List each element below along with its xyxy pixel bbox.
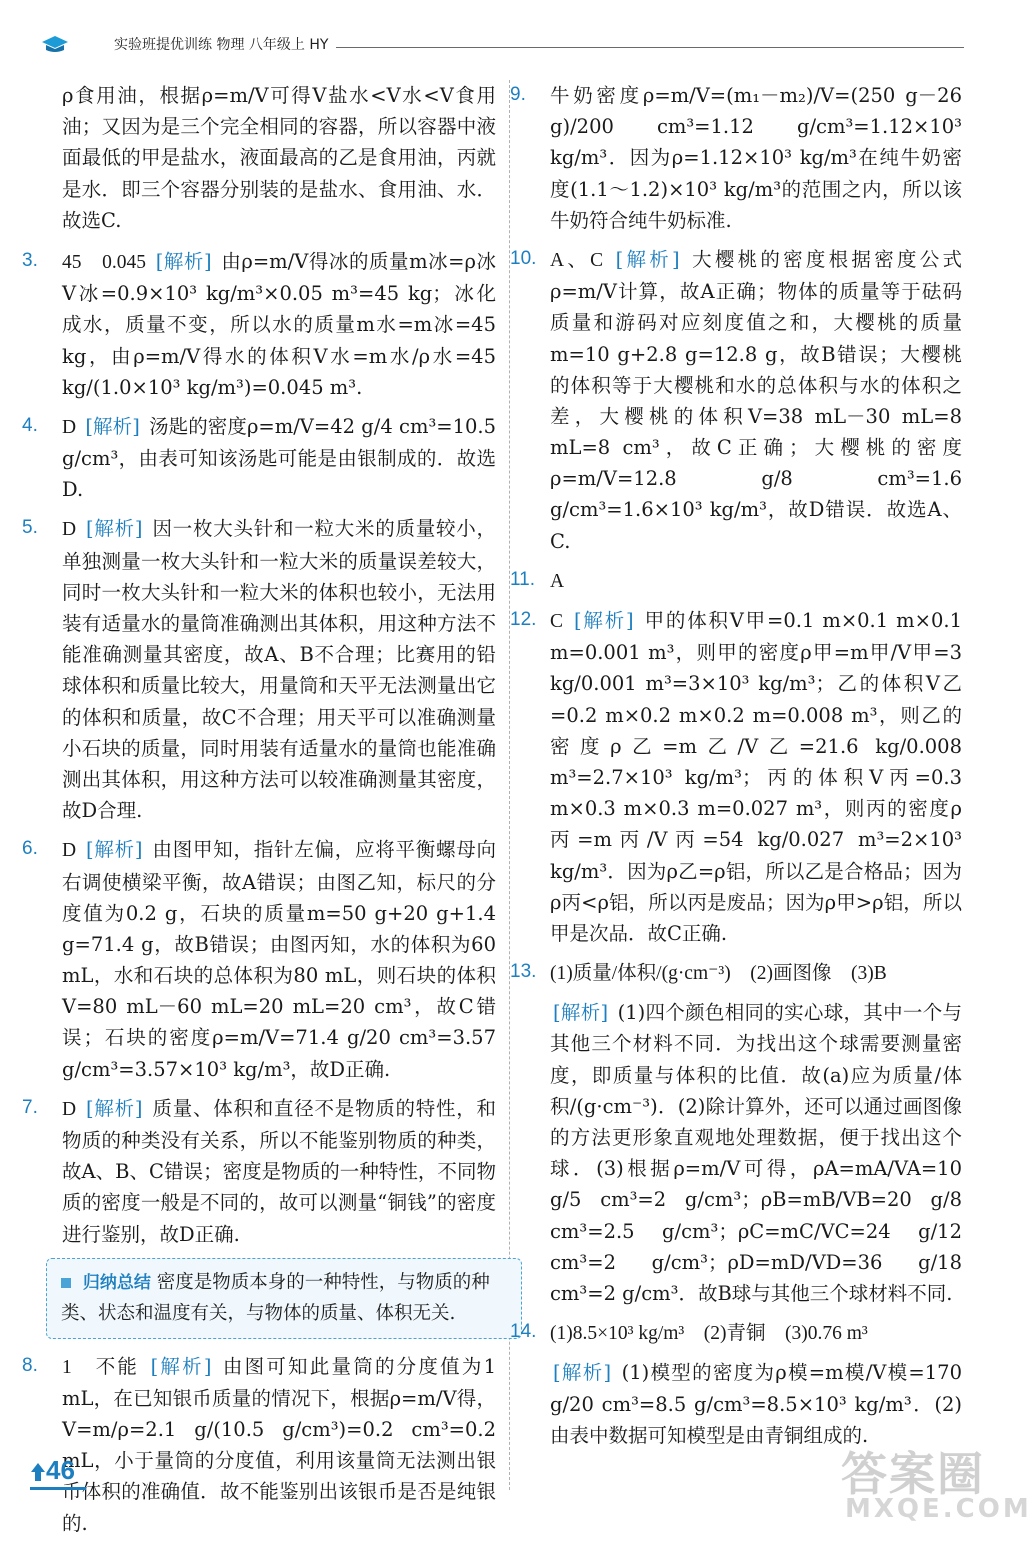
- answer-explanation: (1)四个颜色相同的实心球，其中一个与其他三个材料不同．为找出这个球需要测量密度，即质量与体积的比值．故(a)应为质量/体积/(g·cm⁻³)．(2)除计算外，还可以通过画图像的方法更形象直观地处理数据，便于找出这个球．(3)根据ρ=m/V可得，ρA=mA/VA=10 g/5 cm³=2 g/cm³；ρB=mB/VB=20 g/8 cm³=2.5 g/cm³；ρC=mC/VC=24 g/12 cm³=2 g/cm³；ρD=mD/VD=36 g/18 cm³=2 g/cm³．故B球与其他三个球材料不同.: [550, 1001, 962, 1305]
- question-number: 12.: [510, 609, 537, 630]
- analysis-tag: [解析]: [574, 609, 634, 632]
- answer-value: D: [62, 840, 77, 862]
- answer-value: A、C: [550, 249, 604, 271]
- question-number: 6.: [22, 838, 38, 860]
- analysis-tag: [解析]: [85, 414, 140, 438]
- analysis-tag: [解析]: [615, 247, 680, 271]
- summary-text: 密度是物质本身的一种特性，与物质的种类、状态和温度有关，与物体的质量、体积无关.: [61, 1271, 490, 1325]
- summary-bullet-icon: [61, 1278, 71, 1288]
- answer-explanation: 牛奶密度ρ=m/V=(m₁－m₂)/V=(250 g－26 g)/200 cm³=1.12 g/cm³=1.12×10³ kg/m³．因为ρ=1.12×10³ kg/m³在纯牛奶密度(1.1～1.2)×10³ kg/m³的范围之内，所以该牛奶符合纯牛奶标准.: [550, 84, 962, 232]
- book-logo-icon: [40, 34, 70, 54]
- answer-item-7: [22, 1093, 496, 1250]
- answer-explanation: 由图可知此量筒的分度值为1 mL，在已知银币质量的情况下，根据ρ=m/V得，V=m/ρ=2.1 g/(10.5 g/cm³)=0.2 cm³=0.2 mL，小于量筒的分度值，利用该量筒无法测出银币体积的准确值．故不能鉴别出该银币是否是纯银的.: [62, 1354, 496, 1535]
- page-header: [34, 30, 964, 60]
- watermark: [835, 1438, 1032, 1530]
- answer-explanation: 质量、体积和直径不是物质的特性，和物质的种类没有关系，所以不能鉴别物质的种类，故A、B、C错误；密度是物质的一种特性，不同物质的密度一般是不同的，故可以测量“铜钱”的密度进行鉴别，故D正确.: [62, 1096, 496, 1246]
- answer-value: (1)质量/体积/(g·cm⁻³) (2)画图像 (3)B: [550, 963, 887, 985]
- question-number: 4.: [22, 414, 38, 436]
- answer-item-3: [22, 246, 496, 403]
- answer-explanation: 由图甲知，指针左偏，应将平衡螺母向右调使横梁平衡，故A错误；由图乙知，标尺的分度值为0.2 g，石块的质量m=50 g+20 g+1.4 g=71.4 g，故B错误；由图丙知，水的体积为60 mL，水和石块的总体积为80 mL，则石块的体积V=80 mL－60 mL=20 mL=20 cm³，故C错误；石块的密度ρ=m/V=71.4 g/20 cm³=3.57 g/cm³=3.57×10³ kg/m³，故D正确.: [62, 838, 496, 1081]
- watermark-logo-text: 答案圈: [841, 1447, 985, 1501]
- answer-value: D: [62, 416, 77, 438]
- answer-value: 1 不能: [62, 1356, 140, 1378]
- answer-item-13-analysis: [550, 997, 962, 1309]
- answer-value: (1)8.5×10³ kg/m³ (2)青铜 (3)0.76 m³: [550, 1323, 868, 1345]
- analysis-tag: [解析]: [86, 838, 143, 862]
- answer-value: D: [62, 1098, 77, 1120]
- answer-item-5: [22, 513, 496, 826]
- arrow-up-icon: [30, 1461, 46, 1483]
- answer-item-13: [510, 957, 962, 989]
- question-number: 5.: [22, 517, 38, 539]
- question-number: 7.: [22, 1096, 38, 1118]
- answer-item-11: [510, 565, 962, 597]
- answer-explanation: 大樱桃的密度根据密度公式ρ=m/V计算，故A正确；物体的质量等于砝码质量和游码对应刻度值之和，大樱桃的质量m=10 g+2.8 g=12.8 g，故B错误；大樱桃的体积等于大樱桃和水的总体积与水的体积之差，大樱桃的体积V=38 mL－30 mL=8 mL=8 cm³，故C正确；大樱桃的密度ρ=m/V=12.8 g/8 cm³=1.6 g/cm³=1.6×10³ kg/m³，故D错误．故选A、C.: [550, 247, 962, 553]
- answer-item-12: [510, 605, 963, 949]
- right-column: [510, 80, 963, 1459]
- question-number: 11.: [510, 568, 536, 590]
- question-number: 13.: [510, 961, 537, 983]
- question-number: 9.: [510, 84, 526, 105]
- answer-item-continued: [62, 80, 496, 236]
- answer-explanation: 因一枚大头针和一粒大米的质量较小，单独测量一枚大头针和一粒大米的质量误差较大，同时一枚大头针和一粒大米的体积也较小，无法用装有适量水的量筒准确测出其体积，用这种方法不能准确测量其密度，故A、B不合理；比赛用的铅球体积和质量比较大，用量筒和天平无法测量出它的体积和质量，故C不合理；用天平可以准确测量小石块的质量，同时用装有适量水的量筒也能准确测出其体积，用这种方法可以较准确测量其密度，故D合理.: [62, 517, 496, 823]
- answer-item-9: [510, 80, 962, 236]
- answer-value: 45 0.045: [62, 251, 146, 273]
- answer-item-14-analysis: [550, 1357, 962, 1451]
- page-number-underline: [30, 1487, 86, 1490]
- answer-explanation: 汤匙的密度ρ=m/V=42 g/4 cm³=10.5 g/cm³，由表可知该汤匙可能是由银制成的．故选D.: [62, 414, 497, 502]
- answer-item-10: [510, 244, 962, 557]
- question-number: 8.: [22, 1354, 38, 1376]
- answer-explanation: ρ食用油，根据ρ=m/V可得V盐水<V水<V食用油；又因为是三个完全相同的容器，所以容器中液面最低的甲是盐水，液面最高的乙是食用油，丙就是水．即三个容器分别装的是盐水、食用油、水．故选C.: [62, 84, 496, 232]
- watermark-url-text: MXQE.COM: [845, 1494, 1032, 1524]
- analysis-tag: [解析]: [155, 249, 212, 273]
- answer-item-14: [510, 1317, 962, 1349]
- analysis-tag: [解析]: [553, 1001, 609, 1025]
- answer-item-4: [22, 411, 497, 506]
- question-number: 14.: [510, 1321, 537, 1343]
- question-number: 10.: [510, 247, 537, 269]
- answer-explanation: 甲的体积V甲=0.1 m×0.1 m×0.1 m=0.001 m³，则甲的密度ρ甲=m甲/V甲=3 kg/0.001 m³=3×10³ kg/m³；乙的体积V乙=0.2 m×0.2 m×0.2 m=0.008 m³，则乙的密度ρ乙=m乙/V乙=21.6 kg/0.008 m³=2.7×10³ kg/m³；丙的体积V丙=0.3 m×0.3 m×0.3 m=0.027 m³，则丙的密度ρ丙=m丙/V丙=54 kg/0.027 m³=2×10³ kg/m³．因为ρ乙=ρ铝，所以乙是合格品；因为ρ丙<ρ铝，所以丙是废品；因为ρ甲>ρ铝，所以甲是次品．故C正确.: [550, 609, 963, 945]
- answer-explanation: (1)模型的密度为ρ模=m模/V模=170 g/20 cm³=8.5 g/cm³=8.5×10³ kg/m³．(2)由表中数据可知模型是由青铜组成的.: [550, 1361, 962, 1447]
- header-rule: [336, 47, 964, 48]
- answer-item-6: [22, 834, 496, 1085]
- summary-label: 归纳总结: [82, 1272, 151, 1293]
- summary-box: [46, 1258, 522, 1339]
- answer-value: A: [550, 570, 565, 592]
- header-title: 实验班提优训练 物理 八年级上 HY: [114, 37, 329, 53]
- question-number: 3.: [22, 249, 38, 271]
- analysis-tag: [解析]: [86, 1096, 143, 1120]
- answer-explanation: 由ρ=m/V得冰的质量m冰=ρ冰V冰=0.9×10³ kg/m³×0.05 m³=45 kg；冰化成水，质量不变，所以水的质量m水=m冰=45 kg，由ρ=m/V得水的体积V水=m水/ρ水=45 kg/(1.0×10³ kg/m³)=0.045 m³.: [62, 249, 496, 399]
- page-number: 46: [46, 1455, 75, 1485]
- analysis-tag: [解析]: [150, 1354, 212, 1378]
- answer-value: C: [550, 611, 564, 632]
- page-number-badge: [30, 1455, 90, 1489]
- analysis-tag: [解析]: [553, 1361, 612, 1385]
- analysis-tag: [解析]: [86, 517, 143, 541]
- answer-value: D: [62, 519, 77, 541]
